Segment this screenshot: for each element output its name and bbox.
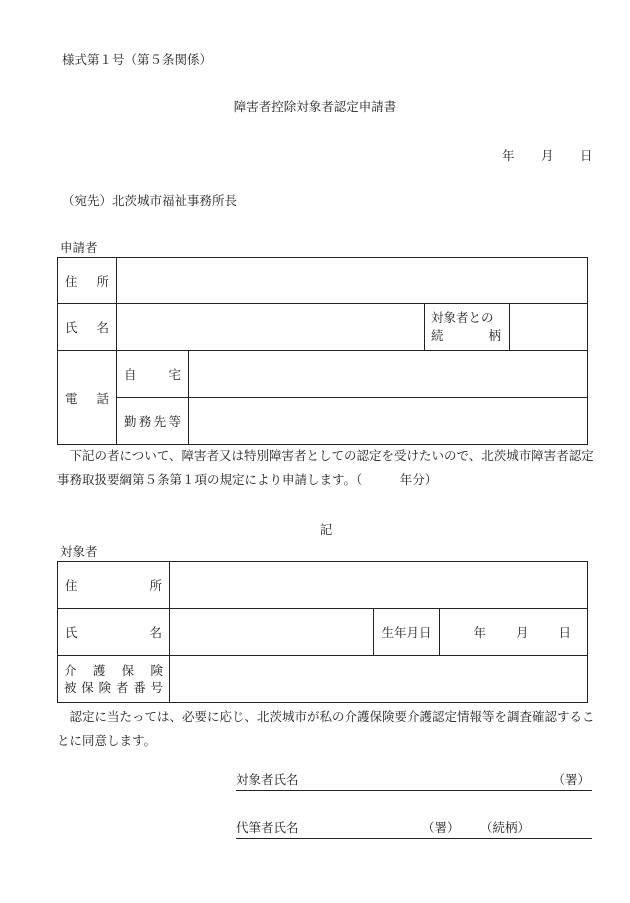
phone-work-field[interactable] xyxy=(189,398,588,445)
applicant-name-row xyxy=(58,304,588,351)
applicant-name-label: 氏 名 xyxy=(65,320,109,335)
form-number: 様式第１号（第５条関係） xyxy=(62,52,213,67)
birthdate-field[interactable] xyxy=(440,609,588,656)
proxy-seal-mark: （署） xyxy=(422,820,460,835)
subject-name-sign-label: 対象者氏名 xyxy=(236,772,299,787)
birthdate-label: 生年月日 xyxy=(381,625,432,640)
subject-address-label: 住 所 xyxy=(65,578,162,593)
consent-statement: 認定に当たっては、必要に応じ、北茨城市が私の介護保険要介護認定情報等を調査確認することに同意します。 xyxy=(57,709,595,748)
applicant-table xyxy=(57,257,588,445)
subject-name-field[interactable] xyxy=(170,609,374,656)
ki-label: 記 xyxy=(319,522,333,537)
insurance-row xyxy=(58,656,588,703)
subject-name-label: 氏 名 xyxy=(65,625,162,640)
phone-work-row xyxy=(58,398,588,445)
subject-section-label: 対象者 xyxy=(60,544,98,559)
subject-address-field[interactable] xyxy=(170,562,588,609)
subject-signature-line[interactable] xyxy=(236,772,592,791)
applicant-section-label: 申請者 xyxy=(60,240,98,255)
phone-label: 電 話 xyxy=(65,390,109,406)
proxy-signature-line[interactable] xyxy=(236,820,592,839)
page-title: 障害者控除対象者認定申請書 xyxy=(233,99,397,114)
phone-home-label: 自 宅 xyxy=(124,367,181,382)
insurance-label-line-2: 被 保 険 者 番 号 xyxy=(64,680,163,695)
applicant-name-field[interactable] xyxy=(117,304,425,351)
applicant-address-label: 住 所 xyxy=(65,273,109,289)
birth-month-label: 月 xyxy=(515,625,529,640)
subject-seal-mark: （署） xyxy=(552,772,590,787)
subject-table xyxy=(57,561,588,703)
phone-home-label-cell xyxy=(117,351,189,398)
subject-name-row xyxy=(58,609,588,656)
relation-field[interactable] xyxy=(510,304,588,351)
applicant-address-field[interactable] xyxy=(117,258,588,304)
insurance-number-field[interactable] xyxy=(170,656,588,703)
phone-label-cell xyxy=(58,351,117,445)
request-statement: 下記の者について、障害者又は特別障害者としての認定を受けたいので、北茨城市障害者認定事務取扱要綱第５条第１項の規定により申請します。（ 年分） xyxy=(57,448,594,487)
relation-label-line-2: 続 柄 xyxy=(431,328,501,343)
relation-label-cell xyxy=(425,304,510,351)
insurance-label-cell xyxy=(58,656,170,703)
relation-label-line-1: 対象者との xyxy=(431,310,494,325)
proxy-name-sign-label: 代筆者氏名 xyxy=(236,820,299,835)
proxy-relation-label: （続柄） xyxy=(480,820,531,835)
date-month-label: 月 xyxy=(541,148,554,163)
birthdate-label-cell xyxy=(374,609,440,656)
birth-day-label: 日 xyxy=(558,625,572,640)
birthdate-units xyxy=(440,623,587,641)
subject-name-label-cell xyxy=(58,609,170,656)
birth-year-label: 年 xyxy=(473,625,486,640)
phone-work-label: 勤 務 先 等 xyxy=(124,414,181,429)
date-year-label: 年 xyxy=(502,148,515,163)
phone-home-field[interactable] xyxy=(189,351,588,398)
subject-address-label-cell xyxy=(58,562,170,609)
date-day-label: 日 xyxy=(580,148,593,163)
insurance-label-line-1: 介 護 保 険 xyxy=(64,663,163,678)
phone-home-row xyxy=(58,351,588,398)
applicant-name-label-cell xyxy=(58,304,117,351)
subject-address-row xyxy=(58,562,588,609)
addressee: （宛先）北茨城市福祉事務所長 xyxy=(62,193,238,208)
phone-work-label-cell xyxy=(117,398,189,445)
applicant-address-label-cell xyxy=(58,258,117,304)
applicant-address-row xyxy=(58,258,588,304)
